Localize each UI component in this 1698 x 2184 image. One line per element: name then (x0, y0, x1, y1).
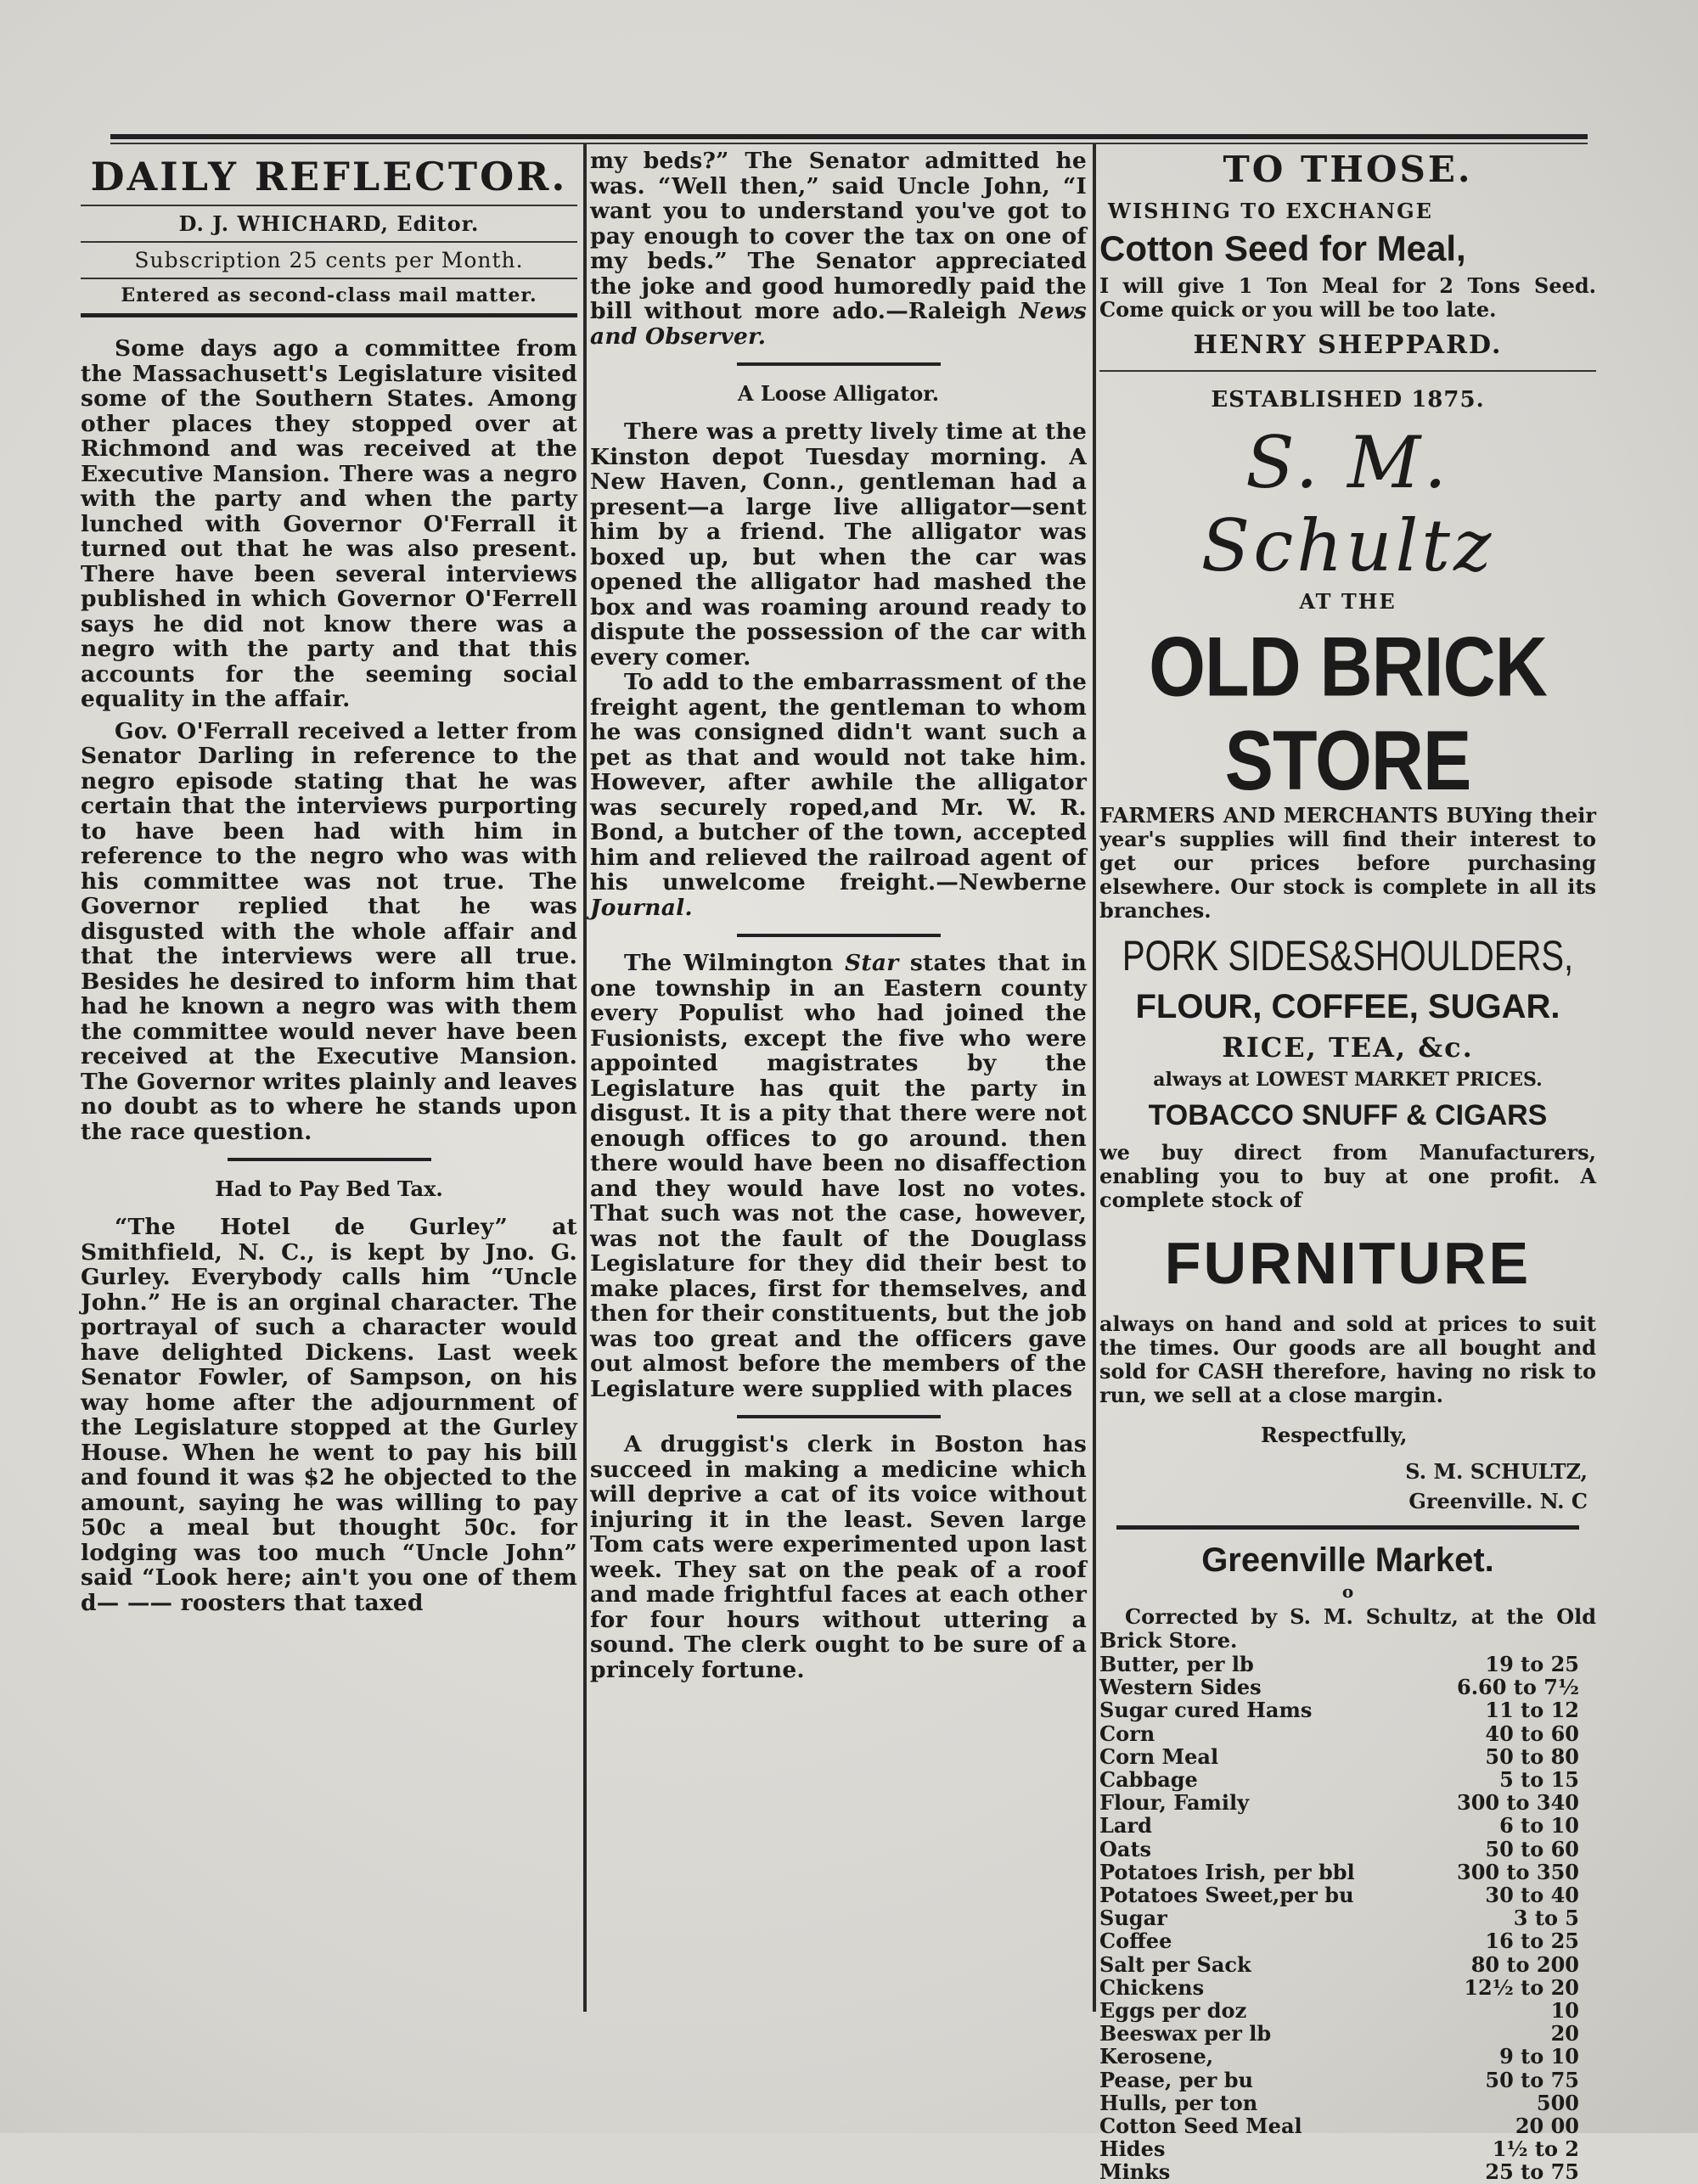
market-item: Flour, Family (1099, 1790, 1250, 1816)
ad-subheading: WISHING TO EXCHANGE (1108, 199, 1433, 223)
article-text: The Wilmington (624, 950, 846, 976)
market-item: Butter, per lb (1099, 1652, 1254, 1676)
market-item: Potatoes Irish, per bbl (1099, 1859, 1355, 1884)
market-item: Beeswax per lb (1099, 2021, 1272, 2046)
furniture-heading: FURNITURE (1164, 1230, 1532, 1296)
market-price: 300 to 340 (1457, 1790, 1579, 1816)
market-price: 6.60 to 7½ (1457, 1675, 1579, 1700)
market-price: 50 to 60 (1485, 1836, 1579, 1861)
masthead-rule-thick (81, 313, 577, 317)
market-price: 19 to 25 (1485, 1652, 1579, 1676)
market-item: Potatoes Sweet,per bu (1099, 1883, 1354, 1908)
store-name: OLD BRICK STORE (1149, 620, 1547, 808)
market-price: 25 to 75 (1485, 2159, 1579, 2184)
market-row (1099, 1953, 1596, 1976)
market-price: 50 to 80 (1485, 1743, 1579, 1769)
source-credit: Journal. (590, 894, 693, 921)
market-price: 20 (1550, 2021, 1579, 2046)
source-credit: News and Observer. (590, 298, 1087, 350)
market-price: 50 to 75 (1485, 2067, 1579, 2092)
market-row (1099, 1838, 1596, 1861)
market-price: 20 00 (1515, 2114, 1579, 2139)
product-line: PORK SIDES&SHOULDERS, (1122, 933, 1574, 980)
market-row (1099, 1722, 1596, 1745)
market-price: 1½ to 2 (1492, 2136, 1579, 2162)
article-divider (228, 1158, 431, 1161)
market-item: Western Sides (1099, 1675, 1262, 1700)
market-price: 40 to 60 (1485, 1721, 1579, 1746)
market-table (1099, 1653, 1596, 2184)
article-text: To add to the embarrassment of the freight agent, the gentleman to whom he was consigned didn't want such a pet as that and would not take him. However, after awhile the alligator was securely roped,and Mr. W. R. Bond, a butcher of the town, accepted him and relieved the railroad agent of his unwelcome freight.—Newberne (590, 669, 1087, 895)
ad-main-line: Cotton Seed for Meal, (1099, 228, 1466, 268)
market-row (1099, 1884, 1596, 1906)
column-2 (590, 149, 1087, 1682)
article-paragraph: “The Hotel de Gurley” at Smithfield, N. C., is kept by Jno. G. Gurley. Everybody calls him “Uncle John.” He is an orginal character. The portrayal of such a character would have delighted Dickens. Last week Senator Fowler, of Sampson, on his way home after the adjournment of the Legislature stopped at the Gurley House. When he went to pay his bill and found it was $2 he objected to the amount, saying he was willing to pay 50c a meal but thought 50c. for lodging was too much “Uncle John” said “Look here; ain't you one of them d— —— roosters that taxed (81, 1214, 577, 1616)
market-row (1099, 1976, 1596, 1999)
article-heading: Had to Pay Bed Tax. (215, 1176, 443, 1201)
market-item: Cotton Seed Meal (1099, 2114, 1302, 2139)
ad-intro: FARMERS AND MERCHANTS BUYing their year's supplies will find their interest to get our prices before purchasing elsewhere. Our stock is complete in all its branches. (1099, 803, 1596, 923)
masthead-entered: Entered as second-class mail matter. (121, 284, 537, 306)
market-item: Chickens (1099, 1974, 1205, 2000)
market-price: 5 to 15 (1499, 1767, 1579, 1793)
article-paragraph (590, 149, 1087, 349)
market-row (1099, 2160, 1596, 2183)
market-row (1099, 2091, 1596, 2114)
market-price: 16 to 25 (1485, 1929, 1579, 1954)
column-3 (1099, 149, 1596, 2184)
top-rule-thin (110, 143, 1588, 144)
masthead-title: DAILY REFLECTOR. (90, 154, 568, 199)
market-price: 3 to 5 (1513, 1906, 1579, 1931)
market-price: 6 to 10 (1499, 1813, 1579, 1839)
signature-place: Greenville. N. C (1408, 1489, 1588, 1513)
market-price: 80 to 200 (1470, 1951, 1579, 1977)
market-item: Coffee (1099, 1929, 1172, 1954)
market-ornament: o (1341, 1581, 1354, 1602)
respectfully: Respectfully, (1261, 1423, 1408, 1447)
article-paragraph (590, 951, 1087, 1401)
market-item: Oats (1099, 1836, 1152, 1861)
market-price: 30 to 40 (1485, 1883, 1579, 1908)
article-paragraph: Gov. O'Ferrall received a letter from Senator Darling in reference to the negro episode stating that he was certain that the interviews purporting to have been had with him in reference to the negro who was with his committee was not true. The Governor replied that he was disgusted with the whole affair and that the interviews were all true. Besides he desired to inform him that had he known a negro was with them the committee would never have been received at the Executive Mansion. The Governor writes plainly and leaves no doubt as to where he stands upon the race question. (81, 717, 577, 1145)
market-item: Hulls, per ton (1099, 2090, 1258, 2115)
market-item: Lard (1099, 1813, 1152, 1839)
market-item: Salt per Sack (1099, 1951, 1251, 1977)
market-divider (1116, 1525, 1579, 1530)
market-row (1099, 1929, 1596, 1952)
product-line: RICE, TEA, &c. (1222, 1031, 1474, 1064)
article-divider (737, 362, 941, 366)
article-divider (737, 934, 941, 937)
ad-heading: TO THOSE. (1223, 149, 1473, 190)
price-line: always at LOWEST MARKET PRICES. (1153, 1069, 1543, 1091)
market-item: Eggs per doz (1099, 1998, 1247, 2024)
market-corrected: Corrected by S. M. Schultz, at the Old Brick Store. (1099, 1604, 1596, 1653)
top-rule (110, 134, 1588, 139)
masthead-subscription: Subscription 25 cents per Month. (134, 248, 524, 272)
product-line: TOBACCO SNUFF & CIGARS (1148, 1099, 1548, 1131)
article-paragraph: A druggist's clerk in Boston has succeed in making a medicine which will deprive a cat of its voice without injuring it in the least. Seven large Tom cats were experimented upon last week. They sat on the peak of a roof and made frightful faces at each other for four hours without uttering a sound. The clerk ought to be sure of a princely fortune. (590, 1431, 1087, 1683)
column-divider-2 (1093, 144, 1096, 2012)
article-text: my beds?” The Senator admitted he was. “Well then,” said Uncle John, “I want you to understand you've got to pay enough to cover the tax on one of my beds.” The Senator appreciated the joke and good humoredly paid the bill without more ado.—Raleigh (590, 148, 1087, 324)
ad-body: I will give 1 Ton Meal for 2 Tons Seed. Come quick or you will be too late. (1099, 273, 1596, 322)
column-divider-1 (583, 144, 587, 2012)
market-row (1099, 1791, 1596, 1814)
market-price: 10 (1550, 1998, 1579, 2024)
ad-body: we buy direct from Manufacturers, enabling you to buy at one profit. A complete stock of (1099, 1140, 1596, 1212)
ad-divider (1099, 370, 1596, 372)
masthead-rule (81, 205, 577, 206)
market-item: Cabbage (1099, 1767, 1198, 1793)
market-row (1099, 1676, 1596, 1698)
market-row (1099, 2045, 1596, 2068)
article-paragraph: Some days ago a committee from the Massachusett's Legislature visited some of the Southern States. Among other places they stopped over at Richmond and was received at the Executive Mansion. There was a negro with the party and when the party lunched with Governor O'Ferrall it turned out that he was also present. There have been several interviews published in which Governor O'Ferrell says he did not know there was a negro with the party and that this accounts for the seeming social equality in the affair. (81, 335, 577, 712)
market-item: Corn Meal (1099, 1743, 1219, 1769)
market-item: Kerosene, (1099, 2044, 1214, 2069)
masthead-rule (81, 241, 577, 243)
ad-signature: HENRY SHEPPARD. (1193, 330, 1503, 360)
market-item: Sugar cured Hams (1099, 1698, 1313, 1723)
signature-name: S. M. SCHULTZ, (1405, 1459, 1588, 1484)
market-item: Corn (1099, 1721, 1155, 1746)
script-name: S. M. Schultz (1200, 421, 1495, 587)
market-price: 500 (1536, 2090, 1579, 2115)
market-row (1099, 2069, 1596, 2091)
market-item: Hides (1099, 2136, 1166, 2162)
market-price: 300 to 350 (1457, 1859, 1579, 1884)
market-row (1099, 1814, 1596, 1837)
masthead-rule (81, 278, 577, 279)
market-row (1099, 1698, 1596, 1721)
market-row (1099, 1745, 1596, 1768)
established-line: ESTABLISHED 1875. (1211, 387, 1485, 413)
market-row (1099, 1653, 1596, 1676)
article-divider (737, 1415, 941, 1418)
market-item: Minks (1099, 2159, 1171, 2184)
article-paragraph (590, 670, 1087, 920)
article-heading: A Loose Alligator. (737, 381, 940, 406)
market-item: Pease, per bu (1099, 2067, 1253, 2092)
market-row (1099, 1768, 1596, 1791)
market-price: 9 to 10 (1499, 2044, 1579, 2069)
ad-body: always on hand and sold at prices to suit the times. Our goods are all bought and sold for CASH therefore, having no risk to run, we sell at a close margin. (1099, 1311, 1596, 1407)
market-item: Sugar (1099, 1906, 1167, 1931)
market-row (1099, 1999, 1596, 2022)
product-line: FLOUR, COFFEE, SUGAR. (1135, 988, 1560, 1025)
masthead-editor: D. J. WHICHARD, Editor. (178, 211, 480, 236)
at-the-line: AT THE (1299, 589, 1397, 614)
column-1 (81, 149, 577, 1615)
article-text: states that in one township in an Eastern county every Populist who had joined the Fusionists, except the five who were appointed magistrates by the Legislature has quit the party in disgust. It is a pity that there were not enough offices to go around. then there would have been no disaffection and they would have lost no votes. That such was not the case, however, was not the fault of the Douglass Legislature for they did their best to make places, first for themselves, and then for their constituents, but the job was too great and the officers gave out almost before the members of the Legislature were supplied with places (590, 950, 1087, 1402)
market-row (1099, 1906, 1596, 1929)
market-row (1099, 2137, 1596, 2160)
market-price: 12½ to 20 (1464, 1974, 1579, 2000)
market-price: 11 to 12 (1485, 1698, 1579, 1723)
market-row (1099, 2114, 1596, 2137)
article-paragraph: There was a pretty lively time at the Kinston depot Tuesday morning. A New Haven, Conn., gentleman had a present—a large live alligator—sent him by a friend. The alligator was boxed up, but when the car was opened the alligator had mashed the box and was roaming around ready to dispute the possession of the car with every comer. (590, 418, 1087, 671)
market-row (1099, 2022, 1596, 2045)
market-row (1099, 1861, 1596, 1884)
market-title: Greenville Market. (1201, 1541, 1494, 1579)
newspaper-name: Star (845, 950, 899, 976)
